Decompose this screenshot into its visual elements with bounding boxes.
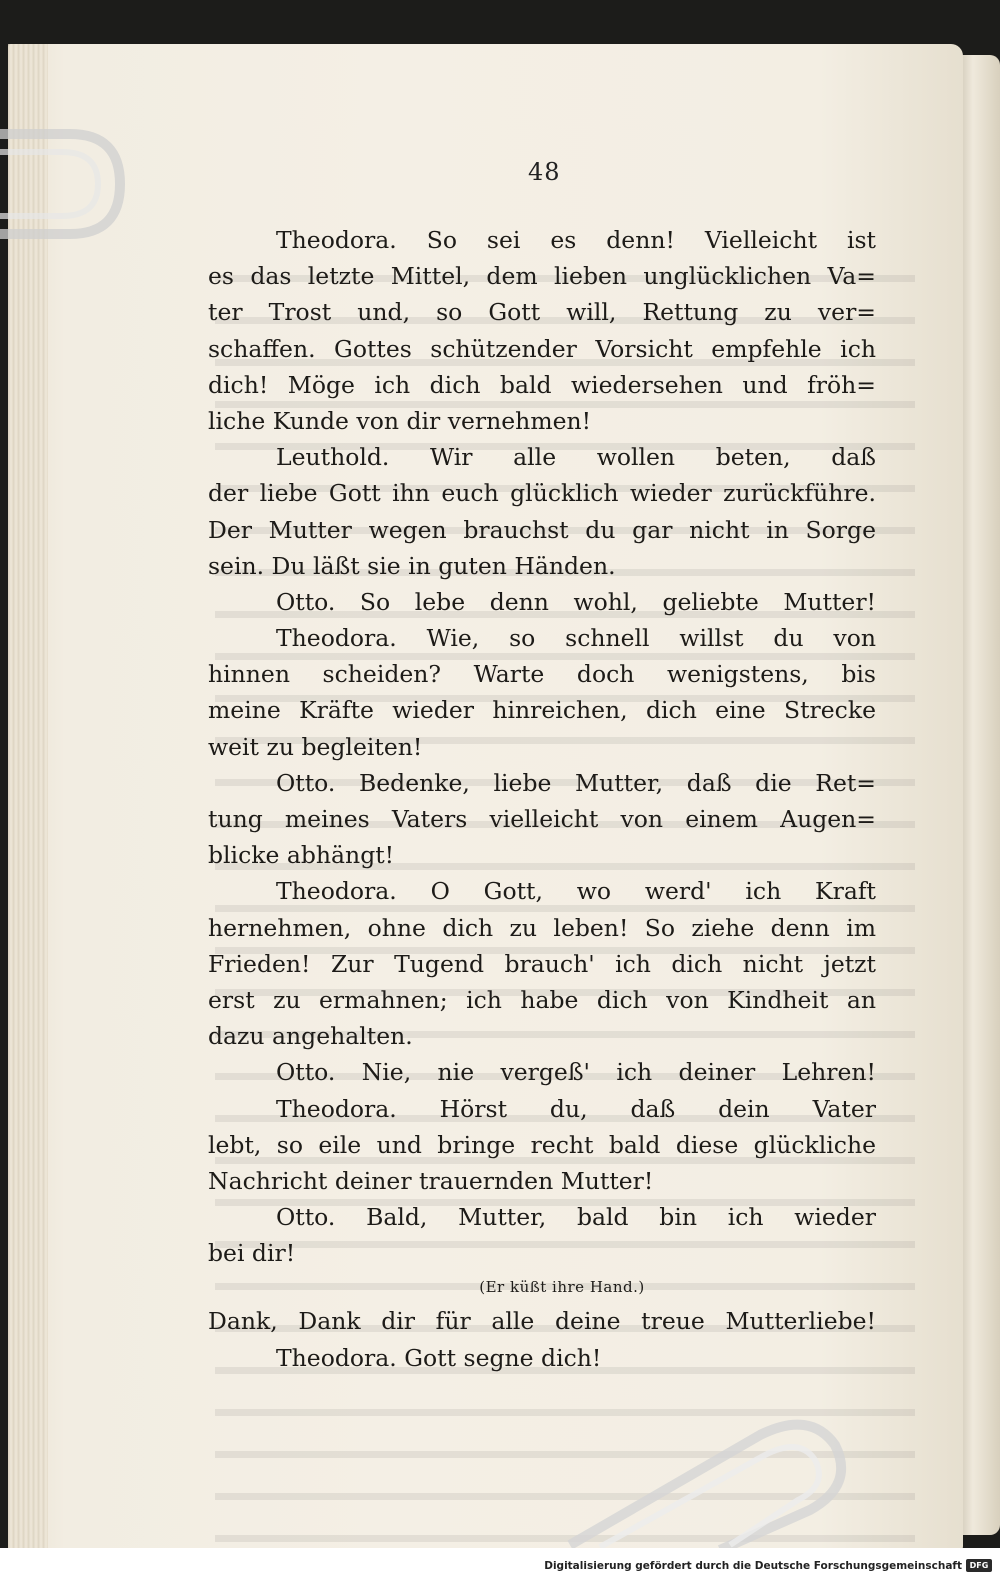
text-line: dazu angehalten. [208,1022,413,1051]
text-line: ter Trost und, so Gott will, Rettung zu ver= [208,298,876,327]
text-line: sein. Du läßt sie in guten Händen. [208,551,616,580]
page-number: 48 [528,158,561,186]
text-line: Theodora. Hörst du, daß dein Vater [276,1094,876,1123]
text-line: Otto. So lebe denn wohl, geliebte Mutter! [276,587,876,616]
digitization-credit: Digitalisierung gefördert durch die Deutsche Forschungsgemeinschaft [544,1560,962,1572]
text-line: hernehmen, ohne dich zu leben! So ziehe denn im [208,913,876,942]
dfg-logo: DFG [966,1559,992,1572]
text-line: Frieden! Zur Tugend brauch' ich dich nicht jetzt [208,949,876,978]
text-line: meine Kräfte wieder hinreichen, dich eine Strecke [208,696,876,725]
text-line: Otto. Bedenke, liebe Mutter, daß die Ret= [276,768,876,797]
text-line: Nachricht deiner trauernden Mutter! [208,1166,654,1195]
page-clip-top [0,122,130,252]
text-line: Otto. Bald, Mutter, bald bin ich wieder [276,1203,876,1232]
text-line: erst zu ermahnen; ich habe dich von Kindheit an [208,985,876,1014]
page-text [208,222,876,1376]
text-line: Theodora. O Gott, wo werd' ich Kraft [276,877,876,906]
text-line: dich! Möge ich dich bald wiedersehen und fröh= [208,370,876,399]
text-line: Theodora. So sei es denn! Vielleicht ist [276,226,876,254]
text-line: weit zu begleiten! [208,732,423,761]
stage-direction: (Er küßt ihre Hand.) [479,1278,645,1297]
text-line: lebt, so eile und bringe recht bald diese glückliche [208,1130,876,1159]
text-line: Otto. Nie, nie vergeß' ich deiner Lehren! [276,1058,876,1087]
text-line: der liebe Gott ihn euch glücklich wieder zurückführe. [208,479,876,508]
text-line: Theodora. Gott segne dich! [276,1343,602,1372]
text-line: liche Kunde von dir vernehmen! [208,406,592,435]
text-line: es das letzte Mittel, dem lieben unglücklichen Va= [208,262,876,291]
text-line: Dank, Dank dir für alle deine treue Mutterliebe! [208,1307,876,1336]
text-line: bei dir! [208,1239,296,1268]
text-line: schaffen. Gottes schützender Vorsicht empfehle ich [208,334,876,363]
text-line: hinnen scheiden? Warte doch wenigstens, bis [208,660,876,689]
text-line: tung meines Vaters vielleicht von einem Augen= [208,805,876,833]
text-line: Leuthold. Wir alle wollen beten, daß [276,443,876,472]
text-line: Der Mutter wegen brauchst du gar nicht in Sorge [208,515,876,544]
page-stack-edge [8,44,48,1554]
text-line: Theodora. Wie, so schnell willst du von [276,624,876,653]
text-line: blicke abhängt! [208,841,395,870]
page-clip-bottom [560,1415,860,1555]
